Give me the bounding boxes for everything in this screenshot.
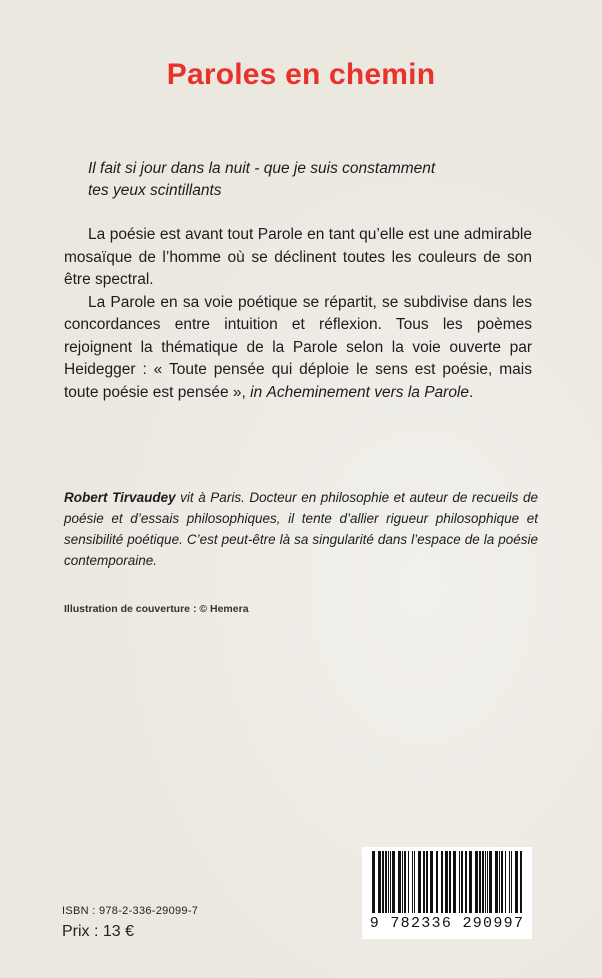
barcode-bar — [465, 851, 467, 913]
barcode-bar — [388, 851, 389, 913]
barcode-bar — [398, 851, 401, 913]
description — [64, 224, 532, 404]
barcode — [362, 847, 532, 939]
barcode-bar — [479, 851, 481, 913]
barcode-bar — [382, 851, 384, 913]
epigraph-line-2: tes yeux scintillants — [88, 182, 222, 199]
barcode-bar — [485, 851, 486, 913]
epigraph — [88, 158, 548, 202]
isbn: ISBN : 978-2-336-29099-7 — [62, 905, 199, 917]
paragraph-1: La poésie est avant tout Parole en tant qu’elle est une admirable mosaïque de l’homme où se déclinent toutes les couleurs de son être spectral. — [64, 226, 532, 288]
barcode-bar — [423, 851, 425, 913]
paragraph-2-in: in — [250, 383, 263, 401]
barcode-bar — [495, 851, 498, 913]
barcode-bar — [475, 851, 478, 913]
page-title: Paroles en chemin — [166, 58, 436, 91]
barcode-bar — [515, 851, 518, 913]
barcode-bar — [404, 851, 406, 913]
barcode-bar — [482, 851, 484, 913]
barcode-bar — [511, 851, 512, 913]
barcode-bar — [426, 851, 428, 913]
barcode-bar — [412, 851, 413, 913]
epigraph-line-1: Il fait si jour dans la nuit - que je suis constamment — [88, 160, 436, 177]
price: Prix : 13 € — [62, 923, 135, 940]
barcode-bar — [418, 851, 421, 913]
barcode-bar — [414, 851, 415, 913]
barcode-bar — [505, 851, 506, 913]
barcode-bar — [520, 851, 522, 913]
barcode-bar — [499, 851, 500, 913]
barcode-bar — [402, 851, 403, 913]
author-bio — [64, 487, 538, 571]
author-bio-text: vit à Paris. Docteur en philosophie et auteur de recueils de poésie et d’essais philosophiques, il tente d’allier rigueur philosophique et sensibilité poétique. C’est peut-être là sa singularité dans l’espace de la poésie contemporaine. — [64, 490, 538, 568]
barcode-bar — [487, 851, 488, 913]
barcode-bar — [390, 851, 391, 913]
paragraph-2-end: . — [469, 383, 474, 401]
barcode-bar — [469, 851, 472, 913]
barcode-bar — [430, 851, 433, 913]
barcode-bar — [501, 851, 503, 913]
paragraph-2 — [64, 292, 532, 405]
barcode-bar — [408, 851, 409, 913]
paragraph-2-text: La Parole en sa voie poétique se répartit, se subdivise dans les concordances entre intuition et réflexion. Tous les poèmes rejoignent la thématique de la Parole selon la voie ouverte par Heidegger : « Toute pensée qui déploie le sens est poésie, mais toute poésie est pensée », — [64, 293, 532, 401]
barcode-bars — [366, 851, 528, 913]
barcode-bar — [385, 851, 387, 913]
barcode-bar — [461, 851, 463, 913]
barcode-bar — [489, 851, 492, 913]
barcode-number: 9 782336 290997 — [369, 915, 525, 932]
barcode-bar — [509, 851, 510, 913]
barcode-bar — [436, 851, 438, 913]
barcode-bar — [453, 851, 456, 913]
barcode-bar — [378, 851, 381, 913]
barcode-bar — [372, 851, 375, 913]
barcode-bar — [449, 851, 451, 913]
barcode-bar — [392, 851, 395, 913]
cover-credit: Illustration de couverture : © Hemera — [64, 603, 249, 615]
barcode-bar — [459, 851, 460, 913]
barcode-bar — [445, 851, 448, 913]
author-name: Robert Tirvaudey — [64, 490, 176, 505]
barcode-bar — [441, 851, 443, 913]
book-title: Acheminement vers la Parole — [266, 383, 470, 401]
